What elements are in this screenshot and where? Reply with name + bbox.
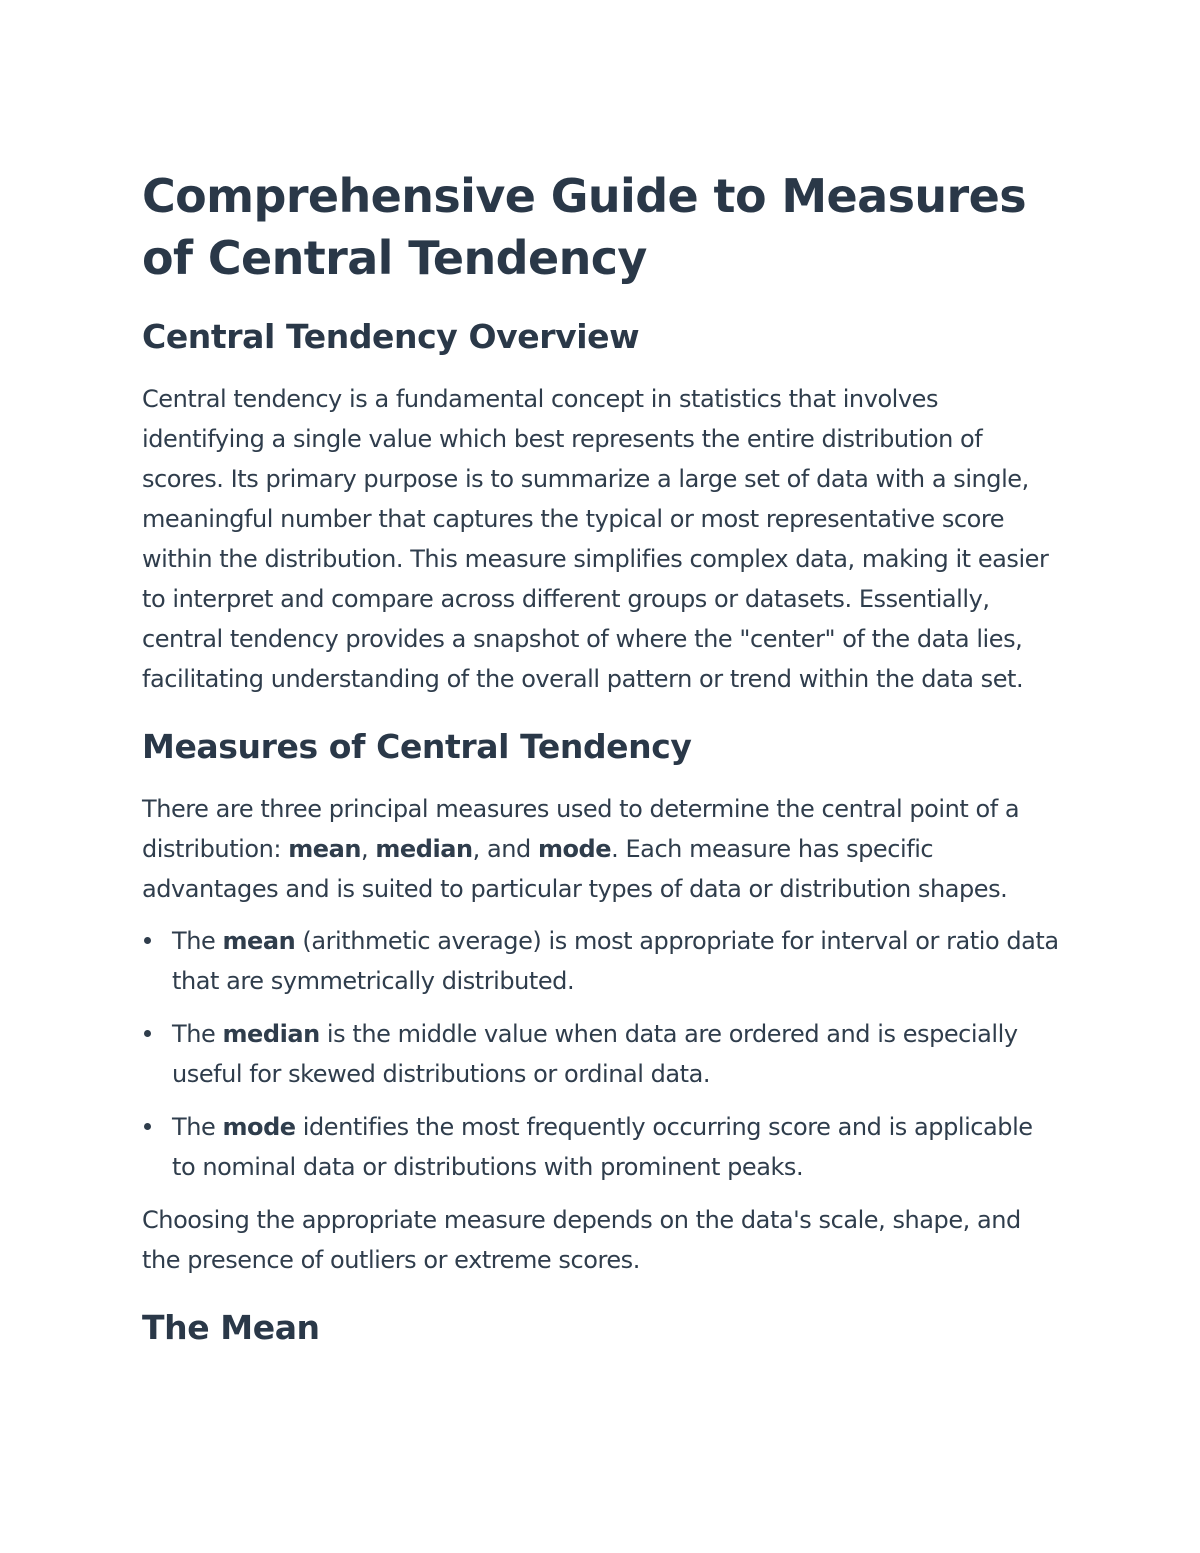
bullet-dot-icon	[144, 937, 151, 944]
page-title: Comprehensive Guide to Measures of Central Tendency	[142, 169, 1026, 285]
bullet-pre: The	[172, 1113, 223, 1141]
bullet-post: is the middle value when data are ordered and is especially useful for skewed distributions or ordinal data.	[172, 1020, 1018, 1088]
section-heading-overview: Central Tendency Overview	[142, 317, 640, 356]
bullet-dot-icon	[144, 1123, 151, 1130]
overview-paragraph: Central tendency is a fundamental concept in statistics that involves identifying a single value which best represents the entire distribution of scores. Its primary purpose is to summarize a large set of data with a single, meaningful number that captures the typical or most representative score within the distribution. This measure simplifies complex data, making it easier to interpret and compare across different groups or datasets. Essentially, central tendency provides a snapshot of where the "center" of the data lies, facilitating understanding of the overall pattern or trend within the data set.	[142, 385, 1049, 693]
measures-bullet-list	[142, 921, 1062, 1187]
intro-text-2: ,	[360, 835, 376, 863]
bullet-pre: The	[172, 927, 223, 955]
bullet-bold: mean	[222, 927, 296, 955]
intro-bold-mean: mean	[288, 835, 361, 863]
intro-text-3: , and	[472, 835, 538, 863]
section-heading-measures: Measures of Central Tendency	[142, 727, 692, 766]
intro-text-1: There are three principal measures used to determine the central point of a distribution:	[142, 795, 1020, 863]
bullet-post: (arithmetic average) is most appropriate for interval or ratio data that are symmetrically distributed.	[172, 927, 1059, 995]
intro-bold-median: median	[375, 835, 473, 863]
bullet-bold: median	[222, 1020, 320, 1048]
bullet-bold: mode	[222, 1113, 296, 1141]
document-page	[142, 165, 1062, 1350]
measures-intro-paragraph	[142, 789, 1062, 909]
list-item-mode	[142, 1107, 1062, 1187]
measures-closing-paragraph: Choosing the appropriate measure depends on the data's scale, shape, and the presence of outliers or extreme scores.	[142, 1206, 1021, 1274]
section-heading-mean: The Mean	[142, 1308, 320, 1347]
bullet-pre: The	[172, 1020, 223, 1048]
bullet-post: identifies the most frequently occurring score and is applicable to nominal data or distributions with prominent peaks.	[172, 1113, 1033, 1181]
list-item-median	[142, 1014, 1062, 1094]
bullet-dot-icon	[144, 1030, 151, 1037]
intro-bold-mode: mode	[537, 835, 612, 863]
list-item-mean	[142, 921, 1062, 1001]
intro-text-4: . Each measure has specific advantages and is suited to particular types of data or distribution shapes.	[142, 835, 1008, 903]
